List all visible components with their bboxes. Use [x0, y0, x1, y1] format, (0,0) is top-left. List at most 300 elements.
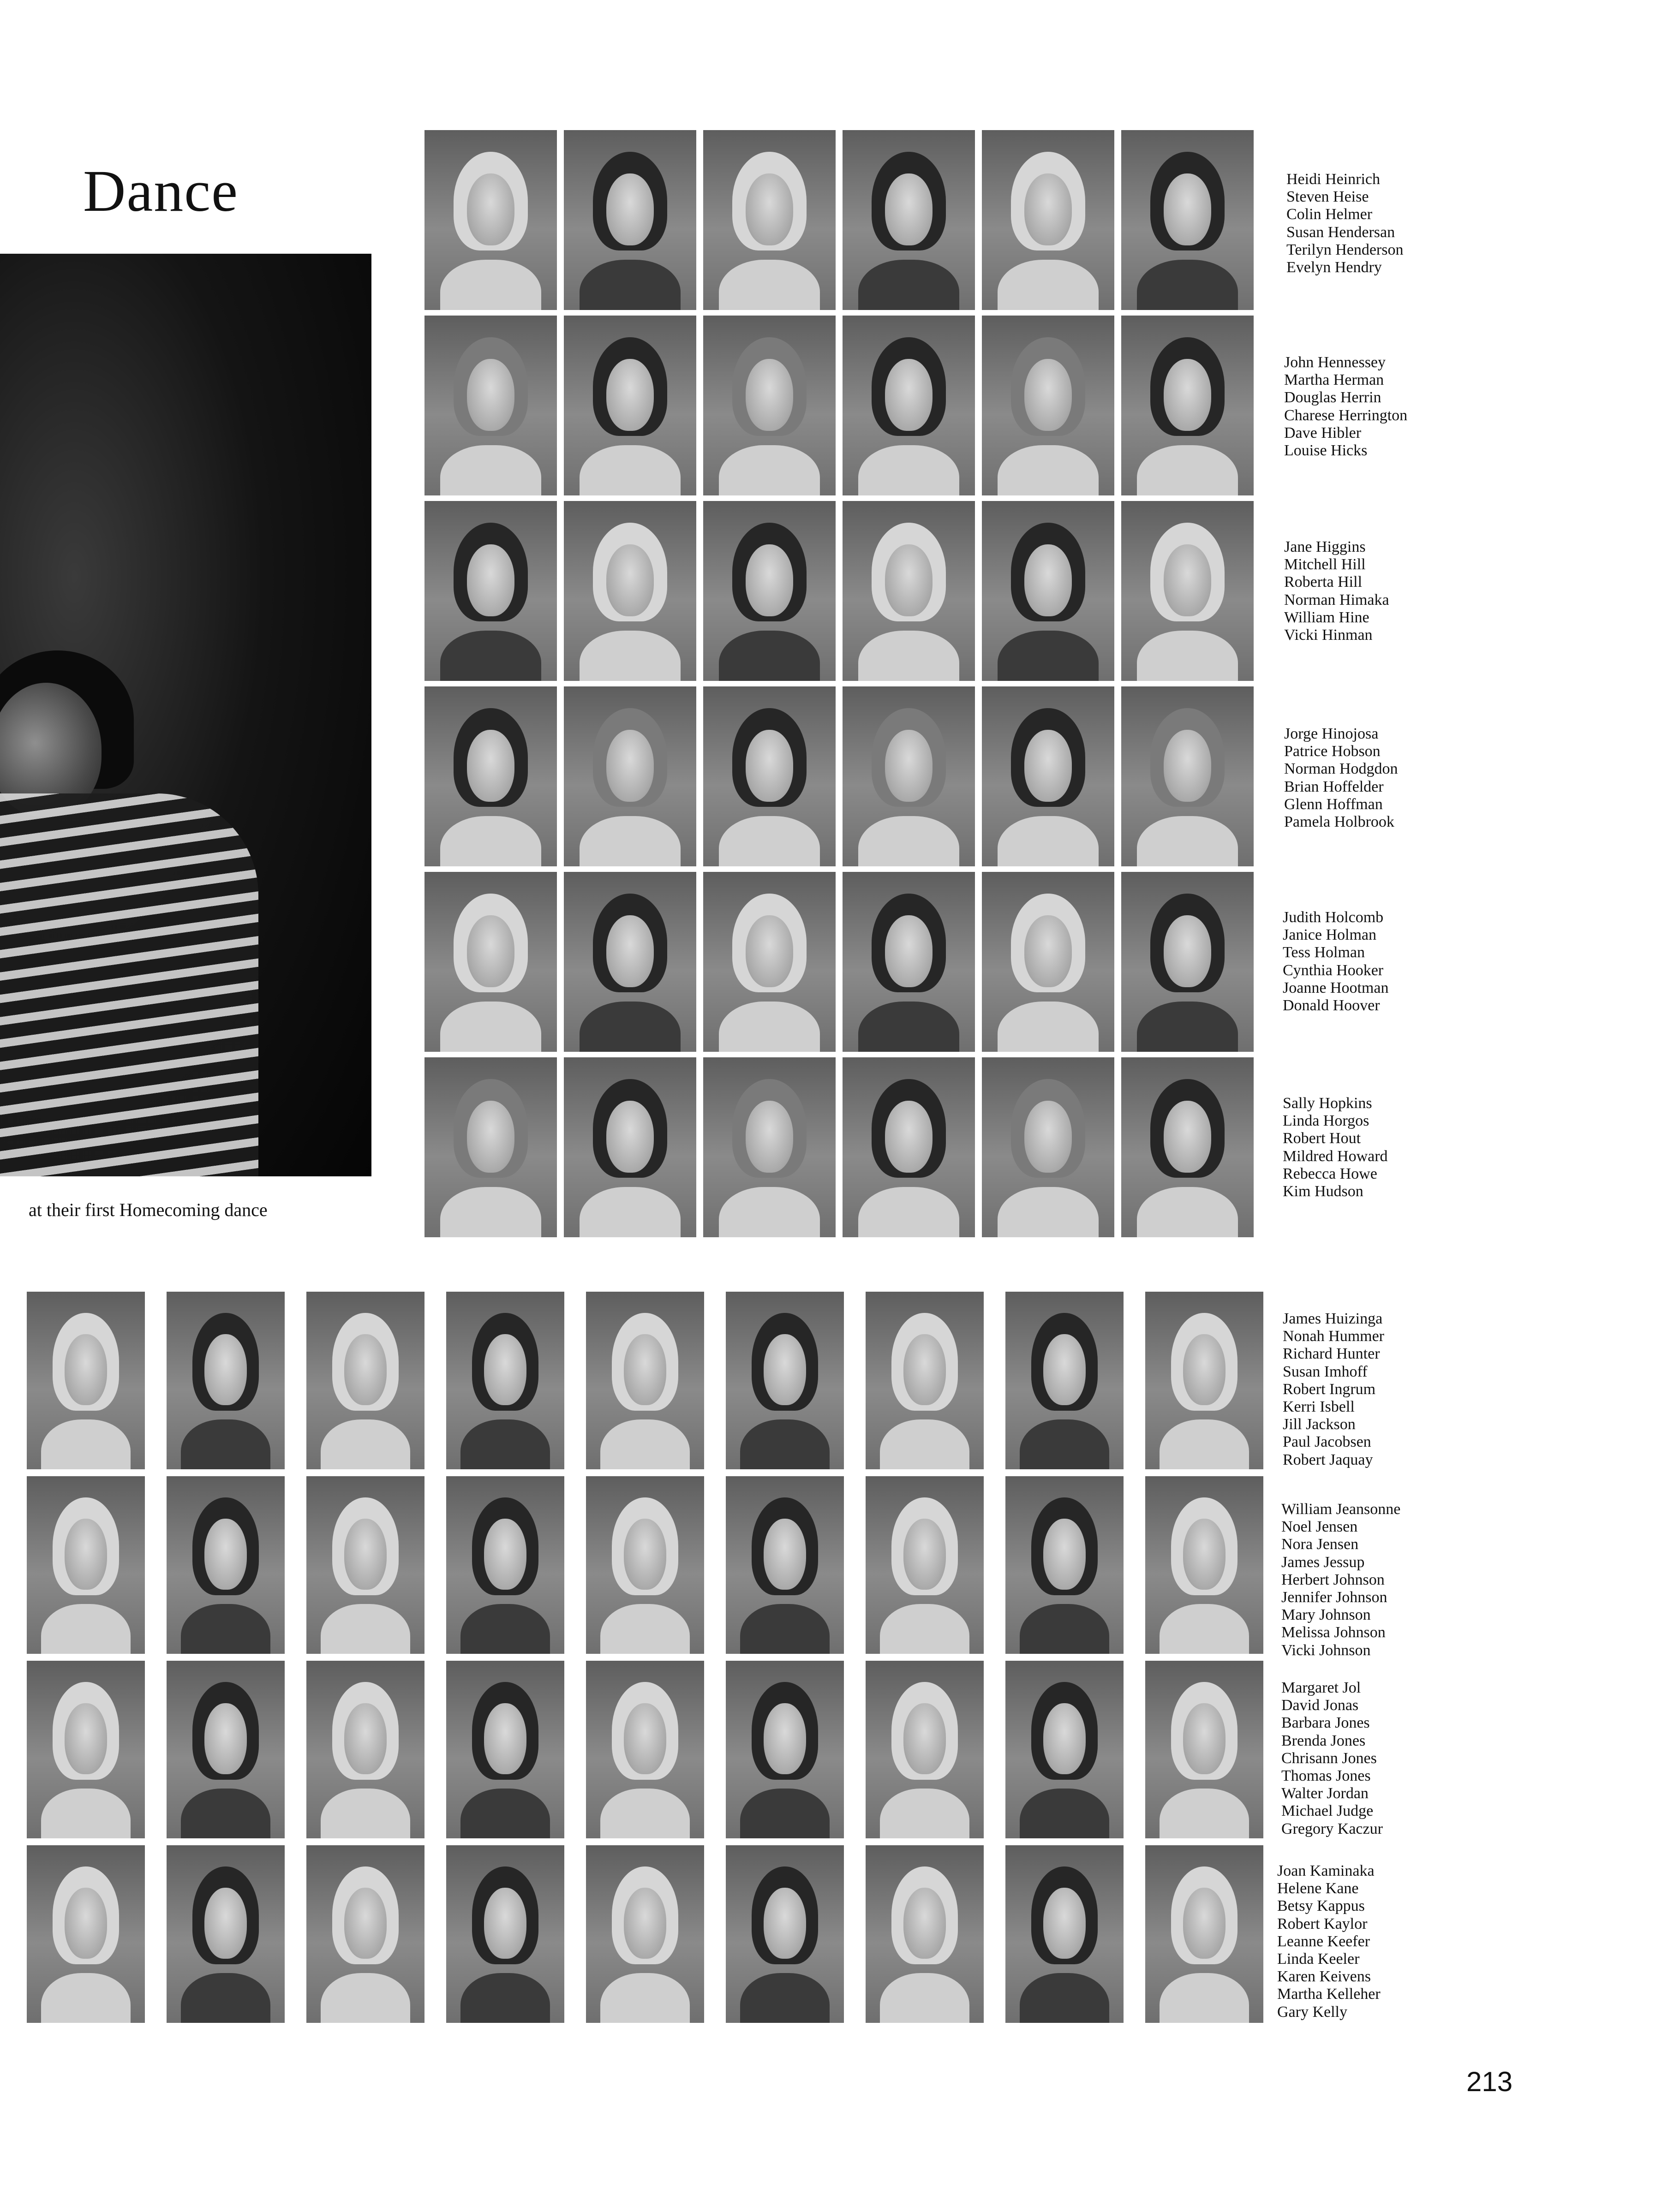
student-portrait: [446, 1292, 564, 1469]
name-entry: Charese Herrington: [1284, 406, 1408, 424]
student-portrait: [726, 1845, 844, 2023]
portrait-face: [764, 1888, 806, 1959]
student-portrait: [167, 1476, 285, 1654]
portrait-face: [204, 1334, 247, 1405]
portrait-body: [858, 1187, 959, 1237]
portrait-face: [746, 359, 793, 431]
student-portrait: [424, 130, 557, 310]
name-entry: Douglas Herrin: [1284, 389, 1381, 406]
student-portrait: [1005, 1476, 1124, 1654]
portrait-face: [484, 1519, 526, 1590]
student-portrait: [306, 1476, 424, 1654]
portrait-body: [1160, 1419, 1249, 1469]
name-entry: Brenda Jones: [1281, 1732, 1366, 1749]
portrait-body: [998, 816, 1098, 866]
student-portrait: [306, 1292, 424, 1469]
portrait-face: [1164, 730, 1211, 802]
name-entry: Judith Holcomb: [1283, 909, 1384, 926]
portrait-body: [858, 816, 959, 866]
portrait-face: [204, 1703, 247, 1774]
student-portrait: [703, 501, 836, 681]
name-entry: Nonah Hummer: [1283, 1328, 1385, 1345]
name-entry: John Hennessey: [1284, 354, 1386, 371]
name-entry: Mildred Howard: [1283, 1147, 1388, 1165]
name-entry: Linda Keeler: [1277, 1950, 1360, 1968]
portrait-body: [600, 1604, 690, 1654]
student-portrait: [424, 316, 557, 495]
student-portrait: [27, 1292, 145, 1469]
name-entry: Karen Keivens: [1277, 1968, 1371, 1985]
portrait-face: [1164, 1101, 1211, 1173]
name-entry: Barbara Jones: [1281, 1714, 1370, 1732]
portrait-face: [1024, 915, 1072, 987]
portrait-face: [1043, 1334, 1086, 1405]
portrait-face: [1024, 730, 1072, 802]
dance-photo: [0, 254, 371, 1176]
portrait-face: [764, 1519, 806, 1590]
portrait-face: [1164, 544, 1211, 616]
dance-photo-striped-sweater: [0, 793, 258, 1176]
portrait-body: [600, 1789, 690, 1838]
student-portrait: [306, 1845, 424, 2023]
name-list-8: [1281, 1501, 1400, 1659]
student-portrait: [1145, 1292, 1263, 1469]
name-entry: Susan Imhoff: [1283, 1363, 1368, 1380]
student-portrait: [703, 872, 836, 1052]
student-portrait: [982, 686, 1114, 866]
portrait-face: [204, 1519, 247, 1590]
name-entry: Sally Hopkins: [1283, 1095, 1372, 1112]
name-entry: Linda Horgos: [1283, 1112, 1369, 1130]
portrait-body: [719, 260, 819, 310]
portrait-body: [321, 1973, 411, 2023]
portrait-face: [746, 1101, 793, 1173]
student-portrait: [982, 501, 1114, 681]
portrait-body: [719, 816, 819, 866]
portrait-face: [1024, 173, 1072, 245]
student-portrait: [1121, 872, 1254, 1052]
portrait-body: [440, 631, 541, 681]
portrait-body: [181, 1973, 271, 2023]
student-portrait: [703, 316, 836, 495]
name-list-5: [1283, 909, 1388, 1014]
portrait-face: [1024, 544, 1072, 616]
portrait-body: [600, 1973, 690, 2023]
portrait-face: [1183, 1334, 1226, 1405]
portrait-body: [460, 1789, 550, 1838]
portrait-body: [321, 1789, 411, 1838]
student-portrait: [866, 1292, 984, 1469]
student-portrait: [866, 1845, 984, 2023]
portrait-body: [580, 260, 680, 310]
name-entry: Joan Kaminaka: [1277, 1862, 1375, 1879]
name-list-7: [1283, 1310, 1384, 1469]
student-portrait: [446, 1845, 564, 2023]
name-entry: Richard Hunter: [1283, 1345, 1380, 1363]
portrait-face: [1043, 1703, 1086, 1774]
name-entry: Nora Jensen: [1281, 1536, 1359, 1553]
name-list-10: [1277, 1862, 1381, 2021]
name-entry: Colin Helmer: [1286, 206, 1373, 223]
portrait-body: [1137, 445, 1238, 495]
student-portrait: [982, 1057, 1114, 1237]
name-list-1: [1286, 171, 1404, 276]
portrait-face: [484, 1888, 526, 1959]
portrait-body: [719, 1002, 819, 1052]
portrait-face: [606, 544, 654, 616]
name-entry: Dave Hibler: [1284, 424, 1362, 441]
name-entry: Terilyn Henderson: [1286, 241, 1404, 258]
student-portrait: [446, 1661, 564, 1838]
name-entry: Mitchell Hill: [1284, 556, 1366, 573]
portrait-body: [1160, 1973, 1249, 2023]
name-entry: Herbert Johnson: [1281, 1571, 1385, 1588]
student-portrait: [726, 1661, 844, 1838]
name-entry: Martha Kelleher: [1277, 1985, 1381, 2003]
student-portrait: [424, 501, 557, 681]
portrait-body: [580, 1002, 680, 1052]
portrait-face: [885, 173, 933, 245]
portrait-face: [903, 1334, 946, 1405]
portrait-body: [440, 260, 541, 310]
portrait-body: [460, 1419, 550, 1469]
portrait-face: [885, 730, 933, 802]
portrait-face: [204, 1888, 247, 1959]
portrait-face: [467, 173, 514, 245]
portrait-body: [440, 1187, 541, 1237]
portrait-face: [746, 730, 793, 802]
portrait-face: [484, 1334, 526, 1405]
name-entry: Robert Kaylor: [1277, 1915, 1368, 1932]
name-entry: Margaret Jol: [1281, 1679, 1361, 1696]
portrait-body: [880, 1419, 970, 1469]
portrait-face: [1183, 1519, 1226, 1590]
portrait-body: [740, 1789, 830, 1838]
portrait-body: [1137, 631, 1238, 681]
portrait-body: [998, 1187, 1098, 1237]
name-entry: James Jessup: [1281, 1553, 1365, 1571]
portrait-body: [998, 260, 1098, 310]
portrait-face: [606, 730, 654, 802]
name-list-2: [1284, 354, 1407, 459]
portrait-face: [65, 1703, 107, 1774]
name-entry: Chrisann Jones: [1281, 1749, 1377, 1767]
name-entry: Brian Hoffelder: [1284, 778, 1384, 795]
name-entry: Evelyn Hendry: [1286, 259, 1382, 276]
portrait-face: [764, 1703, 806, 1774]
portrait-face: [885, 915, 933, 987]
student-portrait: [564, 316, 696, 495]
portrait-body: [858, 445, 959, 495]
student-portrait: [843, 130, 975, 310]
portrait-body: [440, 445, 541, 495]
name-entry: Noel Jensen: [1281, 1518, 1358, 1536]
name-entry: Patrice Hobson: [1284, 743, 1381, 760]
student-portrait: [982, 316, 1114, 495]
portrait-body: [321, 1604, 411, 1654]
name-list-3: [1284, 538, 1389, 644]
portrait-body: [1160, 1789, 1249, 1838]
student-portrait: [306, 1661, 424, 1838]
student-portrait: [1145, 1476, 1263, 1654]
name-entry: Susan Hendersan: [1286, 223, 1395, 241]
name-entry: Rebecca Howe: [1283, 1165, 1377, 1182]
student-portrait: [1005, 1292, 1124, 1469]
portrait-face: [903, 1703, 946, 1774]
portrait-body: [998, 445, 1098, 495]
photo-caption: at their first Homecoming dance: [29, 1199, 268, 1220]
name-entry: Heidi Heinrich: [1286, 171, 1380, 188]
student-portrait: [703, 686, 836, 866]
portrait-face: [1183, 1888, 1226, 1959]
portrait-body: [580, 816, 680, 866]
portrait-body: [858, 260, 959, 310]
portrait-face: [1024, 1101, 1072, 1173]
portrait-face: [606, 915, 654, 987]
student-portrait: [1121, 130, 1254, 310]
portrait-body: [740, 1604, 830, 1654]
portrait-face: [764, 1334, 806, 1405]
student-portrait: [586, 1845, 704, 2023]
portrait-body: [1020, 1789, 1110, 1838]
student-portrait: [564, 1057, 696, 1237]
student-portrait: [564, 501, 696, 681]
student-portrait: [27, 1661, 145, 1838]
portrait-face: [746, 173, 793, 245]
name-entry: Helene Kane: [1277, 1880, 1359, 1897]
portrait-face: [903, 1888, 946, 1959]
portrait-face: [885, 544, 933, 616]
name-entry: William Jeansonne: [1281, 1501, 1401, 1518]
student-portrait: [1121, 501, 1254, 681]
portrait-body: [998, 631, 1098, 681]
student-portrait: [424, 872, 557, 1052]
name-entry: Pamela Holbrook: [1284, 813, 1394, 831]
portrait-body: [580, 1187, 680, 1237]
student-portrait: [866, 1661, 984, 1838]
name-entry: Tess Holman: [1283, 944, 1365, 961]
portrait-face: [467, 544, 514, 616]
portrait-body: [858, 1002, 959, 1052]
student-portrait: [167, 1845, 285, 2023]
portrait-face: [1183, 1703, 1226, 1774]
student-portrait: [1121, 1057, 1254, 1237]
name-entry: Robert Hout: [1283, 1130, 1361, 1147]
portrait-body: [580, 631, 680, 681]
portrait-face: [467, 915, 514, 987]
portrait-body: [858, 631, 959, 681]
portrait-body: [41, 1604, 131, 1654]
name-entry: James Huizinga: [1283, 1310, 1383, 1327]
portrait-body: [998, 1002, 1098, 1052]
student-portrait: [586, 1661, 704, 1838]
portrait-body: [440, 816, 541, 866]
name-entry: David Jonas: [1281, 1697, 1359, 1714]
portrait-face: [606, 173, 654, 245]
portrait-face: [65, 1519, 107, 1590]
name-entry: Steven Heise: [1286, 188, 1369, 206]
portrait-face: [1043, 1519, 1086, 1590]
name-entry: Mary Johnson: [1281, 1606, 1371, 1624]
portrait-body: [41, 1973, 131, 2023]
portrait-face: [344, 1703, 387, 1774]
portrait-body: [1137, 260, 1238, 310]
student-portrait: [703, 130, 836, 310]
page-title: Dance: [83, 158, 239, 224]
name-entry: Donald Hoover: [1283, 997, 1380, 1014]
portrait-face: [885, 1101, 933, 1173]
portrait-body: [880, 1789, 970, 1838]
portrait-body: [181, 1604, 271, 1654]
portrait-body: [1020, 1604, 1110, 1654]
name-entry: William Hine: [1284, 608, 1369, 626]
portrait-face: [1164, 173, 1211, 245]
name-entry: Jennifer Johnson: [1281, 1589, 1387, 1606]
portrait-face: [624, 1334, 666, 1405]
name-entry: Louise Hicks: [1284, 442, 1368, 459]
name-entry: Martha Herman: [1284, 371, 1384, 389]
name-list-9: [1281, 1679, 1383, 1838]
portrait-body: [740, 1419, 830, 1469]
portrait-body: [600, 1419, 690, 1469]
name-entry: Gary Kelly: [1277, 2003, 1348, 2021]
portrait-face: [344, 1334, 387, 1405]
portrait-body: [1137, 816, 1238, 866]
student-portrait: [1145, 1845, 1263, 2023]
student-portrait: [982, 130, 1114, 310]
portrait-face: [1024, 359, 1072, 431]
student-portrait: [564, 872, 696, 1052]
portrait-face: [606, 359, 654, 431]
student-portrait: [564, 686, 696, 866]
name-entry: Walter Jordan: [1281, 1785, 1369, 1802]
portrait-face: [885, 359, 933, 431]
student-portrait: [586, 1476, 704, 1654]
student-portrait: [167, 1292, 285, 1469]
portrait-face: [65, 1888, 107, 1959]
portrait-face: [606, 1101, 654, 1173]
student-portrait: [1005, 1845, 1124, 2023]
portrait-body: [740, 1973, 830, 2023]
name-entry: Jane Higgins: [1284, 538, 1366, 555]
portrait-body: [1137, 1187, 1238, 1237]
student-portrait: [27, 1476, 145, 1654]
portrait-body: [321, 1419, 411, 1469]
portrait-body: [460, 1973, 550, 2023]
student-portrait: [843, 686, 975, 866]
portrait-body: [719, 445, 819, 495]
portrait-face: [624, 1703, 666, 1774]
portrait-body: [440, 1002, 541, 1052]
name-entry: Kerri Isbell: [1283, 1398, 1355, 1416]
portrait-body: [181, 1789, 271, 1838]
name-entry: Janice Holman: [1283, 926, 1376, 944]
name-entry: Gregory Kaczur: [1281, 1820, 1383, 1837]
student-portrait: [564, 130, 696, 310]
portrait-body: [880, 1604, 970, 1654]
name-entry: Michael Judge: [1281, 1802, 1374, 1820]
portrait-body: [880, 1973, 970, 2023]
student-portrait: [1121, 316, 1254, 495]
name-entry: Norman Himaka: [1284, 591, 1389, 608]
student-portrait: [726, 1476, 844, 1654]
name-entry: Thomas Jones: [1281, 1767, 1371, 1785]
portrait-face: [467, 730, 514, 802]
name-list-4: [1284, 725, 1398, 831]
student-portrait: [1145, 1661, 1263, 1838]
student-portrait: [843, 1057, 975, 1237]
name-entry: Kim Hudson: [1283, 1183, 1363, 1200]
student-portrait: [446, 1476, 564, 1654]
student-portrait: [843, 872, 975, 1052]
name-entry: Roberta Hill: [1284, 573, 1363, 591]
portrait-body: [1020, 1973, 1110, 2023]
student-portrait: [424, 686, 557, 866]
portrait-body: [719, 1187, 819, 1237]
student-portrait: [843, 501, 975, 681]
name-entry: Robert Jaquay: [1283, 1451, 1373, 1468]
name-entry: Robert Ingrum: [1283, 1380, 1376, 1398]
portrait-face: [467, 359, 514, 431]
student-portrait: [866, 1476, 984, 1654]
portrait-face: [1043, 1888, 1086, 1959]
name-entry: Joanne Hootman: [1283, 979, 1389, 996]
portrait-face: [344, 1519, 387, 1590]
student-portrait: [703, 1057, 836, 1237]
name-entry: Vicki Hinman: [1284, 626, 1373, 644]
portrait-face: [624, 1519, 666, 1590]
portrait-face: [344, 1888, 387, 1959]
student-portrait: [843, 316, 975, 495]
portrait-body: [580, 445, 680, 495]
portrait-body: [460, 1604, 550, 1654]
name-entry: Melissa Johnson: [1281, 1624, 1386, 1641]
student-portrait: [726, 1292, 844, 1469]
student-portrait: [586, 1292, 704, 1469]
name-entry: Cynthia Hooker: [1283, 961, 1384, 979]
name-list-6: [1283, 1095, 1388, 1200]
portrait-face: [65, 1334, 107, 1405]
student-portrait: [167, 1661, 285, 1838]
student-portrait: [1121, 686, 1254, 866]
name-entry: Glenn Hoffman: [1284, 795, 1383, 813]
name-entry: Paul Jacobsen: [1283, 1433, 1371, 1451]
name-entry: Vicki Johnson: [1281, 1641, 1371, 1659]
name-entry: Betsy Kappus: [1277, 1897, 1365, 1915]
portrait-face: [624, 1888, 666, 1959]
portrait-face: [1164, 359, 1211, 431]
portrait-body: [41, 1789, 131, 1838]
student-portrait: [982, 872, 1114, 1052]
portrait-face: [484, 1703, 526, 1774]
portrait-face: [746, 544, 793, 616]
portrait-face: [467, 1101, 514, 1173]
name-entry: Jill Jackson: [1283, 1416, 1356, 1433]
portrait-body: [1137, 1002, 1238, 1052]
student-portrait: [1005, 1661, 1124, 1838]
name-entry: Norman Hodgdon: [1284, 760, 1398, 778]
portrait-face: [746, 915, 793, 987]
page-number: 213: [1466, 2066, 1513, 2097]
portrait-body: [181, 1419, 271, 1469]
name-entry: Leanne Keefer: [1277, 1932, 1370, 1950]
name-entry: Jorge Hinojosa: [1284, 725, 1379, 742]
portrait-body: [1020, 1419, 1110, 1469]
portrait-body: [41, 1419, 131, 1469]
portrait-face: [1164, 915, 1211, 987]
student-portrait: [424, 1057, 557, 1237]
portrait-face: [903, 1519, 946, 1590]
